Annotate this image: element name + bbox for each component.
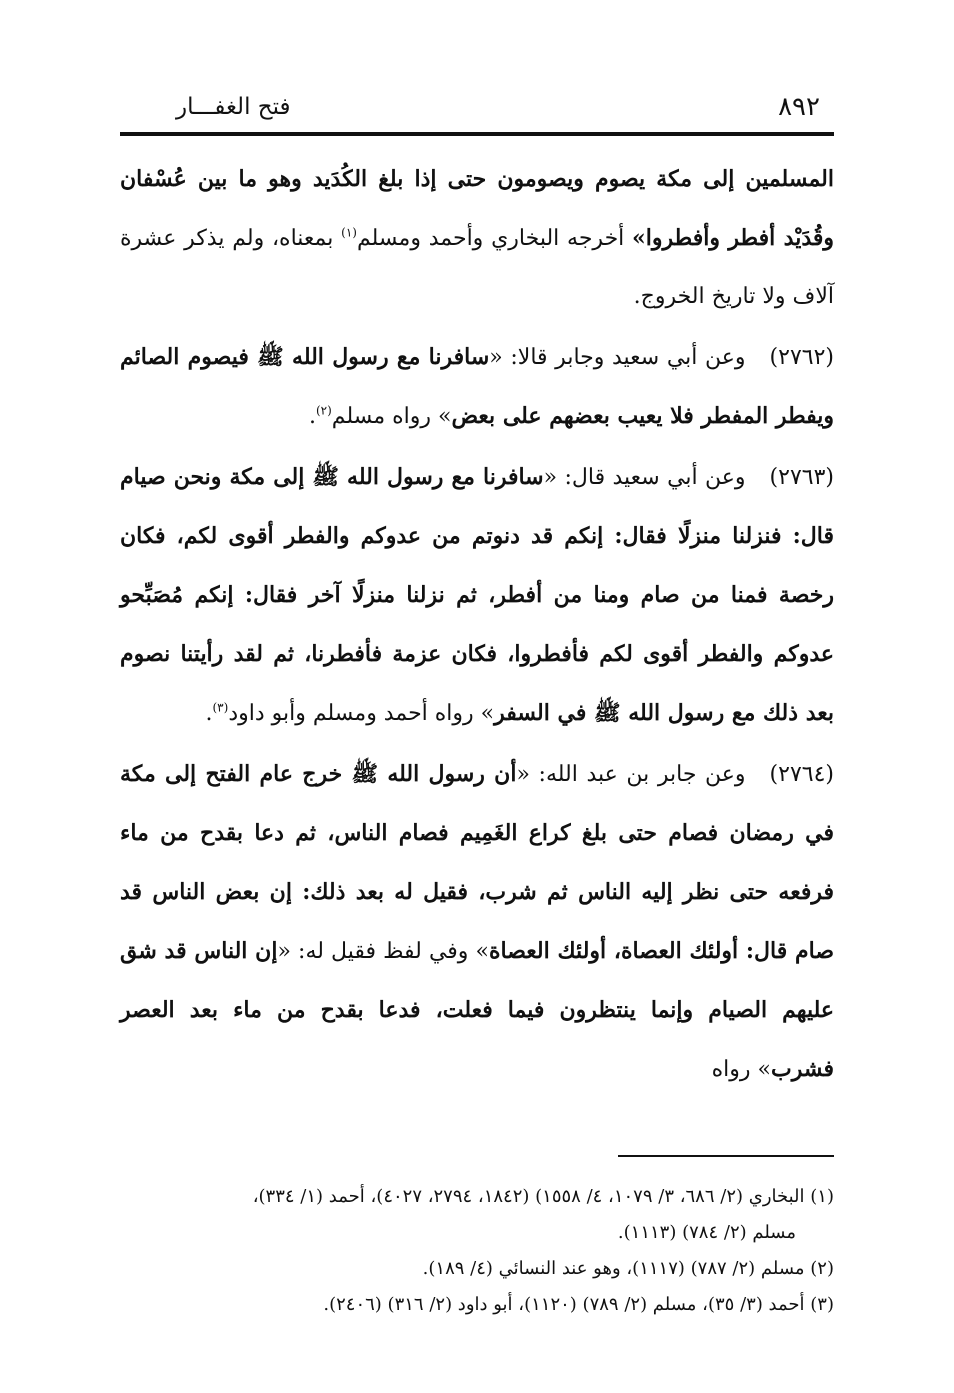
- commentary-text: بمعناه، ولم يذكر عشرة آلاف ولا تاريخ الخروج.: [120, 226, 834, 309]
- footnote-3: (٣) أحمد (٣/ ٣٥)، مسلم (٢/ ٧٨٩) (١١٢٠)، أبو داود (٢/ ٣١٦) (٢٤٠٦).: [323, 1294, 834, 1315]
- footnote-1: (١) البخاري (٢/ ٦٨٦، ٣/ ١٠٧٩، ٤/ ١٥٥٨) (١٨٤٢، ٢٧٩٤، ٤٠٢٧)، أحمد (١/ ٣٣٤)،: [252, 1186, 834, 1207]
- footnote-separator: [618, 1155, 834, 1157]
- page-header: [120, 88, 834, 136]
- takhrij-text: » رواه مسلم: [331, 404, 452, 429]
- hadith-text: المسلمين إلى مكة يصوم ويصومون حتى إذا بلغ الكُدَيد وهو ما بين عُسْفان وقُدَيْد أفطر وأفطروا»: [120, 166, 835, 251]
- footnote-ref: (١): [341, 225, 357, 240]
- hadith-number: (٢٧٦٤): [769, 762, 834, 787]
- hadith-number: (٢٧٦٢): [769, 345, 834, 370]
- footnote-ref: (٢): [315, 403, 332, 418]
- narrator-text: وعن أبي سعيد وجابر قالا: «: [489, 345, 746, 370]
- takhrij-text: » رواه أحمد ومسلم وأبو داود: [228, 701, 495, 726]
- footnote-2: (٢) مسلم (٢/ ٧٨٧) (١١١٧)، وهو عند النسائي (٤/ ١٨٩).: [422, 1258, 834, 1279]
- page-number: ٨٩٢: [778, 92, 820, 122]
- takhrij-text: أخرجه البخاري وأحمد ومسلم: [356, 226, 633, 251]
- footnote-1-continuation: مسلم (٢/ ٧٨٤) (١١١٣).: [617, 1222, 796, 1243]
- hadith-text: سافرنا مع رسول الله ﷺ إلى مكة ونحن صيام قال: فنزلنا منزلًا فقال: إنكم قد دنوتم من عدوكم والفطر أقوى لكم، فكان رخصة فمنا من صام ومنا من أفطر، ثم نزلنا منزلًا آخر فقال: إنكم مُصَبِّحو عدوكم والفطر أقوى لكم فأفطروا، فكان عزمة فأفطرنا، ثم لقد رأيتنا نصوم بعد ذلك مع رسول الله ﷺ في السفر: [120, 464, 834, 726]
- hadith-2764: [120, 745, 834, 1099]
- narrator-text: وعن جابر بن عبد الله: «: [516, 762, 746, 787]
- hadith-number: (٢٧٦٣): [769, 465, 834, 490]
- footnote-ref: (٣): [212, 700, 229, 715]
- takhrij-text: » رواه: [711, 1057, 771, 1082]
- paragraph-continuation: [120, 150, 834, 326]
- hadith-text-variant: إن الناس قد شق عليهم الصيام وإنما ينتظرون فيما فعلت، فدعا بقدح من ماء بعد العصر فشرب: [120, 938, 834, 1082]
- main-text: [120, 150, 834, 1099]
- hadith-2762: [120, 328, 834, 446]
- hadith-text: أن رسول الله ﷺ خرج عام الفتح إلى مكة في رمضان فصام حتى بلغ كراع الغَمِيم فصام الناس، ثم دعا بقدح من ماء فرفعه حتى نظر إليه الناس ثم شرب، فقيل له بعد ذلك: إن بعض الناس قد صام قال: أولئك العصاة، أولئك العصاة: [120, 761, 835, 964]
- book-page: [120, 88, 834, 1328]
- running-title: فتح الغفـــار: [176, 94, 291, 120]
- hadith-text: سافرنا مع رسول الله ﷺ فيصوم الصائم ويفطر المفطر فلا يعيب بعضهم على بعض: [120, 344, 834, 429]
- hadith-2763: [120, 448, 834, 743]
- punctuation: .: [205, 701, 213, 726]
- punctuation: .: [308, 404, 316, 429]
- footnotes: [120, 1179, 834, 1323]
- connector-text: » وفي لفظ فقيل له: «: [277, 939, 489, 964]
- narrator-text: وعن أبي سعيد قال: «: [543, 465, 746, 490]
